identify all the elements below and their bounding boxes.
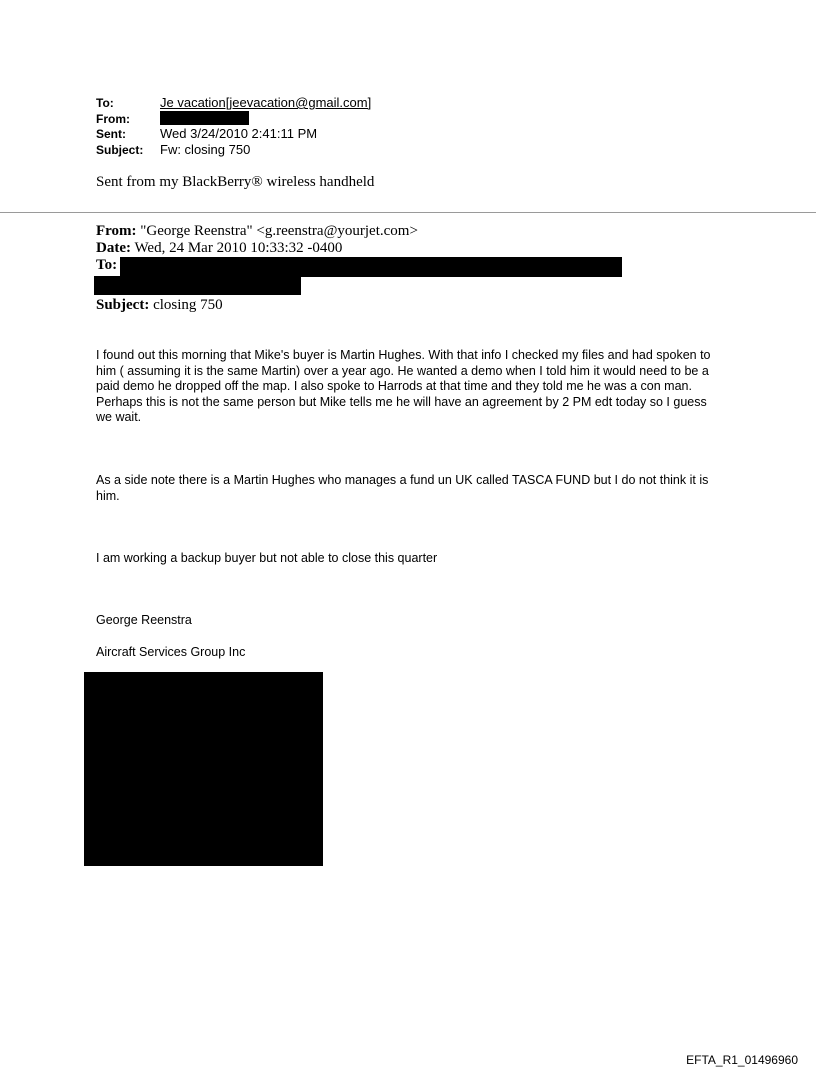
inner-from-value: "George Reenstra" <g.reenstra@yourjet.com> (140, 223, 418, 239)
inner-subject-value: closing 750 (153, 297, 223, 313)
inner-subject-label: Subject: (96, 297, 150, 313)
inner-from-line (96, 223, 418, 240)
header-divider (0, 212, 816, 213)
signature-name: George Reenstra (96, 613, 192, 627)
outer-subject-label: Subject: (96, 143, 144, 157)
inner-date-line (96, 240, 342, 257)
inner-from-label: From: (96, 223, 137, 239)
outer-from-label: From: (96, 112, 130, 126)
inner-to-redaction-1 (120, 257, 622, 277)
body-paragraph-3: I am working a backup buyer but not able to close this quarter (96, 551, 438, 565)
outer-to-value: Je vacation[jeevacation@gmail.com] (160, 95, 372, 110)
outer-sent-label: Sent: (96, 127, 126, 141)
outer-to-label: To: (96, 96, 114, 110)
inner-subject-line (96, 297, 223, 314)
inner-to-label: To: (96, 257, 118, 273)
outer-from-redaction (160, 111, 249, 125)
body-paragraph-2: As a side note there is a Martin Hughes who manages a fund un UK called TASCA FUND but I do not think it is him. (96, 473, 709, 503)
sent-from-line: Sent from my BlackBerry® wireless handheld (96, 174, 375, 190)
body-paragraph-1: I found out this morning that Mike's buyer is Martin Hughes. With that info I checked my files and had spoken to him ( assuming it is the same Martin) over a year ago. He wanted a demo when I told him it would need to be a paid demo he dropped off the map. I also spoke to Harrods at that time and they told me he was a con man. Perhaps this is not the same person but Mike tells me he will have an agreement by 2 PM edt today so I guess we wait. (96, 348, 711, 424)
inner-date-value: Wed, 24 Mar 2010 10:33:32 -0400 (134, 240, 343, 256)
inner-to-line (96, 257, 117, 274)
inner-to-redaction-2 (94, 276, 301, 295)
outer-sent-value: Wed 3/24/2010 2:41:11 PM (160, 126, 318, 141)
inner-date-label: Date: (96, 240, 131, 256)
outer-subject-value: Fw: closing 750 (160, 142, 251, 157)
footer-document-id: EFTA_R1_01496960 (686, 1053, 798, 1067)
signature-company: Aircraft Services Group Inc (96, 645, 246, 659)
signature-image-redaction (84, 672, 323, 866)
